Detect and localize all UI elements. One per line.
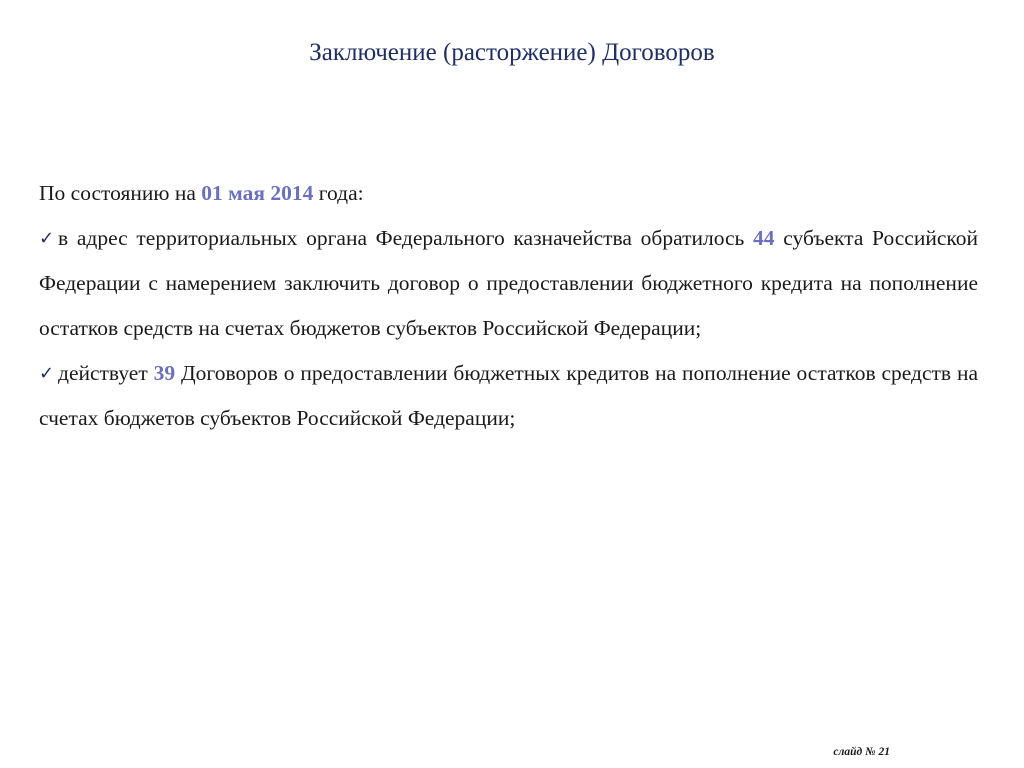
- check-icon: ✓: [39, 363, 55, 384]
- slide-number: слайд № 21: [833, 746, 890, 758]
- slide-title: Заключение (расторжение) Договоров: [309, 39, 715, 66]
- active-contracts-count: 39: [153, 361, 176, 385]
- bullet-list: [39, 216, 978, 441]
- slide-content: [39, 171, 978, 441]
- report-date: 01 мая 2014: [201, 181, 314, 205]
- check-icon: ✓: [39, 228, 55, 249]
- bullet-text-after: Договоров о предоставлении бюджетных кредитов на пополнение остатков средств на счетах бюджетов субъектов Российской Федерации;: [39, 361, 978, 430]
- bullet-text-after: субъекта Российской Федерации с намерением заключить договор о предоставлении бюджетного кредита на пополнение остатков средств на счетах бюджетов субъектов Российской Федерации;: [39, 226, 979, 340]
- intro-prefix: По состоянию на: [39, 181, 202, 205]
- intro-suffix: года:: [313, 181, 364, 205]
- bullet-item-applications: [39, 216, 978, 351]
- bullet-item-active-contracts: [39, 351, 978, 441]
- bullet-text-before: в адрес территориальных органа Федерального казначейства обратилось: [58, 226, 754, 250]
- bullet-text-before: действует: [58, 361, 154, 385]
- intro-paragraph: [39, 171, 978, 216]
- applications-count: 44: [753, 226, 775, 250]
